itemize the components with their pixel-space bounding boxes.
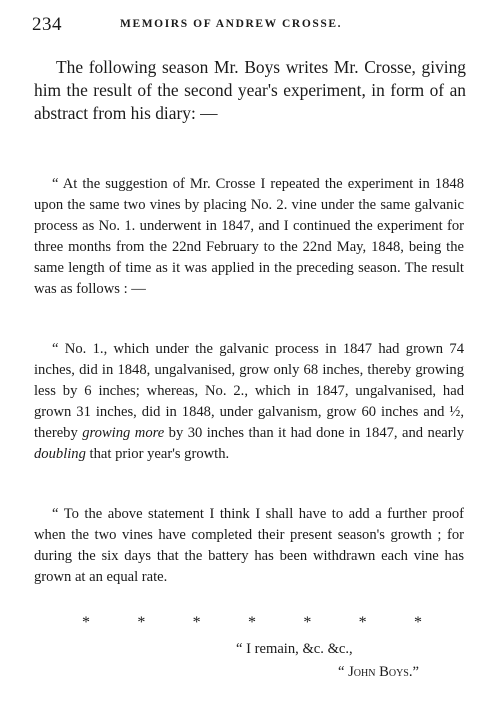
page-header	[32, 14, 452, 38]
star-3: *	[192, 614, 201, 631]
star-6: *	[358, 614, 367, 631]
star-1: *	[82, 614, 90, 631]
quote-paragraph-2	[34, 339, 464, 465]
closing-line: “ I remain, &c. &c.,	[236, 641, 353, 657]
quote-paragraph-1: “ At the suggestion of Mr. Crosse I repeated the experiment in 1848 upon the same two vines by placing No. 2. vine under the same galvanic process as No. 1. underwent in 1847, and I continued the experiment for three months from the 22nd February to the 22nd May, 1848, being the same length of time as it was applied in the preceding season. The result was as follows : —	[34, 176, 464, 297]
star-5: *	[303, 614, 312, 631]
star-7: *	[413, 614, 422, 631]
star-4: *	[247, 614, 256, 631]
quote-paragraph-3: “ To the above statement I think I shall have to add a further proof when the two vines have completed their present season's growth ; for during the six days that the battery has been withdrawn each vine has grown at an equal rate.	[34, 506, 464, 585]
running-head: MEMOIRS OF ANDREW CROSSE.	[120, 18, 343, 30]
quote2-text-3: that prior year's growth.	[85, 446, 230, 462]
star-2: *	[137, 614, 146, 631]
quote2-text-1: “ No. 1., which under the galvanic process in 1847 had grown 74 inches, did in 1848, ungalvanised, grow only 68 inches, thereby growing less by 6 inches; whereas, No. 2., which in 1847, ungalvanised, had grown 31 inches, did in 1848, under galvanism, grow 60 inches and ½, thereby	[34, 341, 464, 441]
ellipsis-stars	[82, 614, 422, 632]
page-number: 234	[32, 14, 62, 35]
quote2-emphasis-1: growing more	[82, 425, 165, 441]
quote2-emphasis-2: doubling	[34, 446, 86, 462]
intro-paragraph: The following season Mr. Boys writes Mr. Crosse, giving him the result of the second year's experiment, in form of an abstract from his diary: —	[34, 57, 466, 123]
signature: “ John Boys.”	[338, 664, 419, 680]
quote2-text-2: by 30 inches than it had done in 1847, and nearly	[164, 425, 464, 441]
